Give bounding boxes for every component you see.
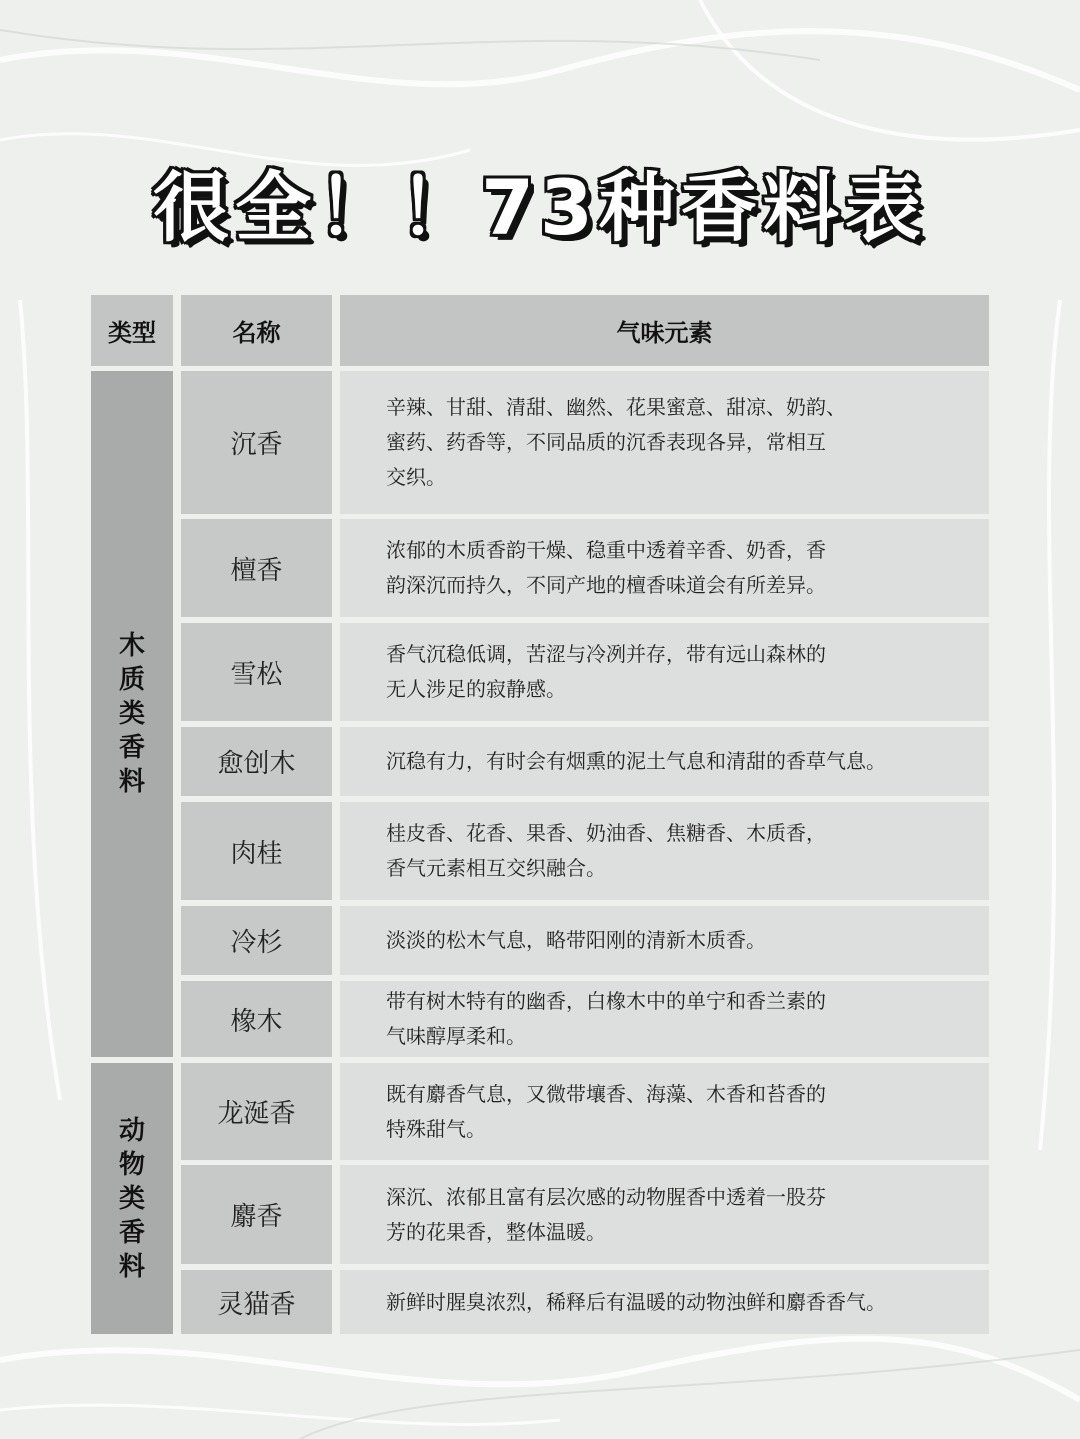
header-description: 气味元素 xyxy=(340,295,989,366)
row-description xyxy=(340,727,989,796)
row-description-text: 香气沉稳低调，苦涩与冷冽并存，带有远山森林的 无人涉足的寂静感。 xyxy=(386,642,826,701)
header-type: 类型 xyxy=(91,295,173,366)
row-description-text: 带有树木特有的幽香，白橡木中的单宁和香兰素的 气味醇厚柔和。 xyxy=(386,989,826,1048)
page-title: 很全！！73种香料表 xyxy=(153,163,927,252)
row-description-text: 沉稳有力，有时会有烟熏的泥土气息和清甜的香草气息。 xyxy=(386,749,886,773)
row-description xyxy=(340,1063,989,1160)
fragrance-table xyxy=(91,295,989,1334)
row-name: 肉桂 xyxy=(181,802,332,900)
category-label: 动物类香料 xyxy=(118,1115,145,1282)
category-label: 木质类香料 xyxy=(118,631,145,797)
row-description xyxy=(340,1165,989,1264)
row-name: 檀香 xyxy=(181,519,332,617)
row-description xyxy=(340,981,989,1057)
row-description-text: 辛辣、甘甜、清甜、幽然、花果蜜意、甜凉、奶韵、 蜜药、药香等，不同品质的沉香表现各异，常相互 交织。 xyxy=(386,395,846,489)
row-description xyxy=(340,623,989,721)
row-name: 雪松 xyxy=(181,623,332,721)
row-name: 麝香 xyxy=(181,1165,332,1264)
row-description-text: 深沉、浓郁且富有层次感的动物腥香中透着一股芬 芳的花果香，整体温暖。 xyxy=(386,1184,826,1244)
row-name: 龙涎香 xyxy=(181,1063,332,1160)
row-description xyxy=(340,802,989,900)
header-name: 名称 xyxy=(181,295,332,366)
row-description xyxy=(340,519,989,617)
row-description-text: 新鲜时腥臭浓烈，稀释后有温暖的动物浊鲜和麝香香气。 xyxy=(386,1289,886,1314)
category-cell xyxy=(91,1063,173,1334)
row-name: 愈创木 xyxy=(181,727,332,796)
row-name: 灵猫香 xyxy=(181,1270,332,1334)
row-description xyxy=(340,906,989,975)
row-description xyxy=(340,1270,989,1334)
row-name: 沉香 xyxy=(181,371,332,514)
row-description-text: 浓郁的木质香韵干燥、稳重中透着辛香、奶香，香 韵深沉而持久，不同产地的檀香味道会有所差异。 xyxy=(386,538,826,597)
row-description-text: 既有麝香气息，又微带壤香、海藻、木香和苔香的 特殊甜气。 xyxy=(386,1081,826,1141)
row-name: 橡木 xyxy=(181,981,332,1057)
category-cell xyxy=(91,371,173,1057)
row-description-text: 淡淡的松木气息，略带阳刚的清新木质香。 xyxy=(386,928,766,952)
row-description xyxy=(340,371,989,514)
row-name: 冷杉 xyxy=(181,906,332,975)
row-description-text: 桂皮香、花香、果香、奶油香、焦糖香、木质香， 香气元素相互交织融合。 xyxy=(386,821,826,880)
